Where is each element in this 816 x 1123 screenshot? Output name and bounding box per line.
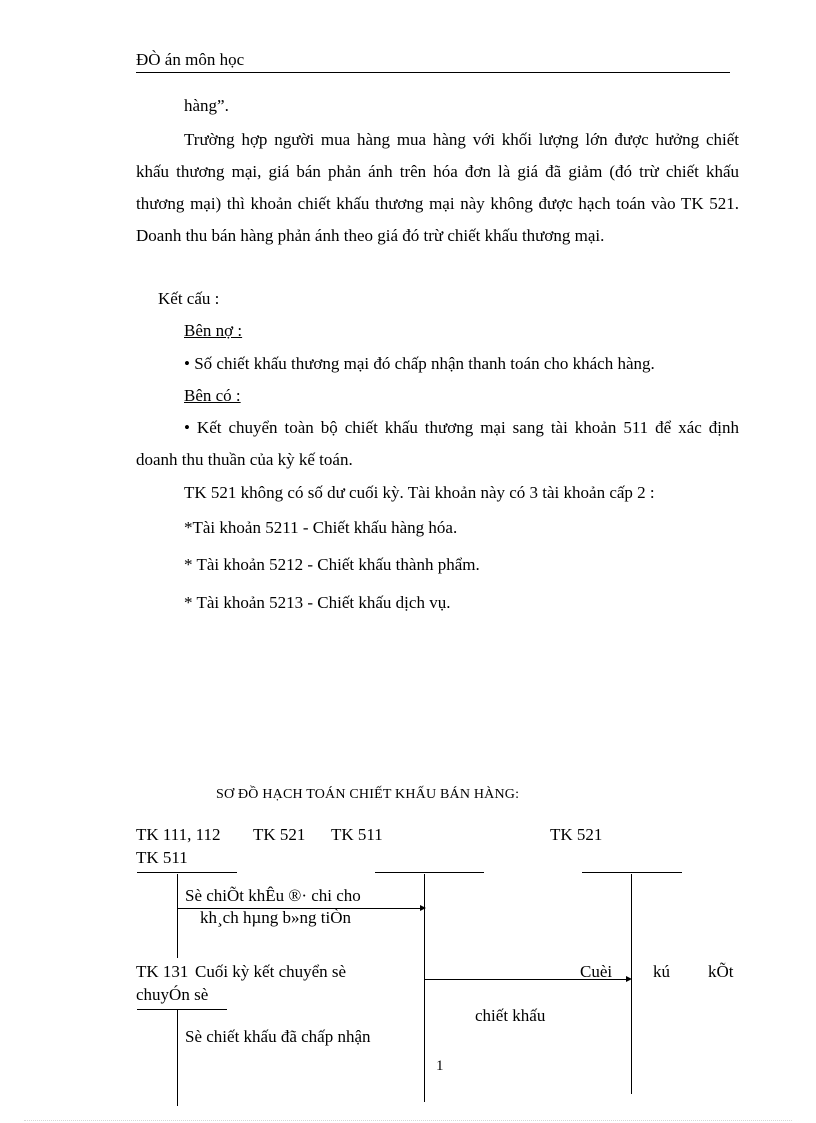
transfer-line1: Cuối kỳ kết chuyển sè	[195, 962, 347, 981]
sub-account-5213: * Tài khoản 5213 - Chiết khấu dịch vụ.	[184, 593, 451, 612]
page-bottom-edge	[24, 1120, 792, 1121]
note-paid-line2: kh¸ch hµng b»ng tiÒn	[200, 908, 351, 927]
credit-side-heading: Bên có :	[184, 386, 241, 405]
right-word-2: kú	[653, 962, 670, 981]
account-511-b: TK 511	[136, 848, 188, 867]
t-account-top-131	[137, 1009, 227, 1010]
transfer-line2: chuyÓn sè	[136, 985, 209, 1004]
note-paid-line1: Sè chiÕt khÊu ®· chi cho	[185, 886, 361, 905]
discount-label: chiết khấu	[475, 1006, 546, 1025]
account-131: TK 131	[136, 962, 189, 981]
right-word-1: Cuèi	[580, 962, 613, 981]
continued-line: hàng”.	[184, 96, 229, 115]
sub-account-5212: * Tài khoản 5212 - Chiết khấu thành phẩm.	[184, 555, 480, 574]
tk521-note: TK 521 không có số dư cuối kỳ. Tài khoản này có 3 tài khoản cấp 2 :	[184, 483, 655, 502]
diagram-title: SƠ ĐỒ HẠCH TOÁN CHIẾT KHẤU BÁN HÀNG:	[216, 787, 520, 802]
account-111-112: TK 111, 112	[136, 825, 221, 844]
arrow-year-end-transfer-head	[626, 976, 632, 982]
t-account-stem-131	[177, 1010, 178, 1106]
page-header	[136, 50, 730, 73]
account-521-b: TK 521	[550, 825, 603, 844]
t-account-top-middle	[375, 872, 484, 873]
t-account-top-right	[582, 872, 682, 873]
right-word-3: kÕt	[708, 962, 734, 981]
account-521-a: TK 521	[253, 825, 306, 844]
debit-side-item: • Số chiết khấu thương mại đó chấp nhận thanh toán cho khách hàng.	[184, 354, 655, 373]
t-account-top-left	[137, 872, 237, 873]
header-title: ĐÒ án môn học	[136, 50, 245, 69]
structure-heading: Kết cấu :	[158, 289, 220, 308]
arrow-paid-discount-head	[420, 905, 426, 911]
debit-side-heading: Bên nợ :	[184, 321, 243, 340]
t-account-stem-left-upper	[177, 874, 178, 958]
note-accepted: Sè chiết khấu đã chấp nhận	[185, 1027, 371, 1046]
page-number: 1	[436, 1058, 444, 1074]
credit-side-item: • Kết chuyển toàn bộ chiết khấu thương mại sang tài khoản 511 để xác định doanh thu thuần của kỳ kế toán.	[136, 418, 739, 469]
paragraph-discount-rule: Trường hợp người mua hàng mua hàng với khối lượng lớn được hưởng chiết khấu thương mại, giá bán phản ánh trên hóa đơn là giá đã giảm (đó trừ chiết khấu thương mại) thì khoản chiết khấu thương mại này không được hạch toán vào TK 521. Doanh thu bán hàng phản ánh theo giá đó trừ chiết khấu thương mại.	[136, 130, 739, 245]
account-511-a: TK 511	[331, 825, 383, 844]
t-account-stem-right	[631, 874, 632, 1094]
sub-account-5211: *Tài khoản 5211 - Chiết khấu hàng hóa.	[184, 518, 458, 537]
